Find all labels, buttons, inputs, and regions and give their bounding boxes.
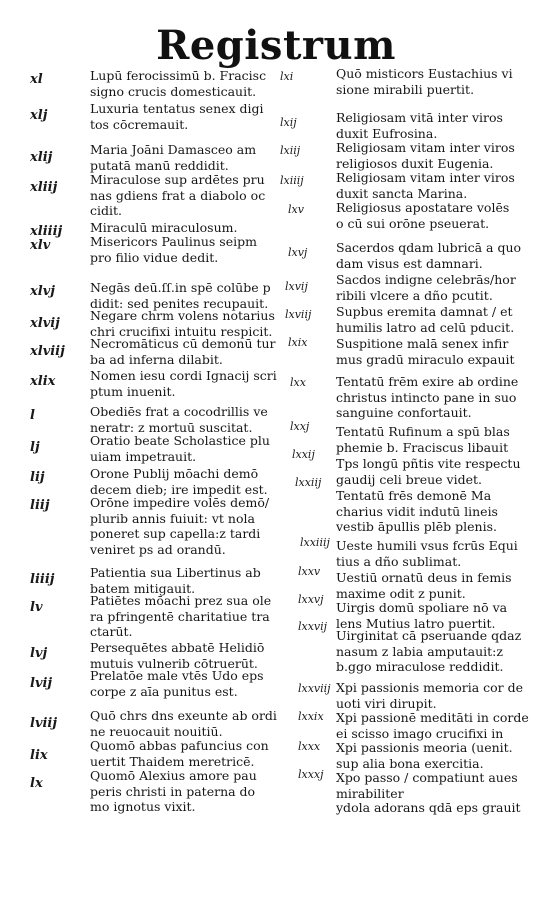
index-entry: [336, 488, 498, 535]
entry-line: Necromāticus cū demonū tur: [90, 336, 276, 351]
entry-line: Maria Joāni Damasceo am: [90, 142, 257, 157]
entry-line: Obediēs frat a cocodrillis ve: [90, 404, 268, 419]
index-entry: [336, 538, 518, 569]
index-entry: [90, 368, 277, 399]
index-entry: [90, 565, 261, 596]
entry-line: Miraculose sup ardētes pru: [90, 172, 265, 187]
index-entry: [336, 740, 513, 771]
index-entry: [90, 433, 270, 464]
entry-line: Persequētes abbatē Helidiō: [90, 640, 265, 655]
index-entry: [336, 140, 515, 171]
entry-number: lvj: [30, 646, 48, 661]
index-entry: [90, 593, 271, 640]
folio-number: lxxix: [298, 710, 324, 723]
folio-number: lxxvij: [298, 620, 328, 633]
entry-number: xlij: [30, 150, 53, 165]
entry-line: Orōne impedire volēs demō/: [90, 495, 270, 510]
entry-number: l: [30, 408, 35, 423]
entry-number: xlviij: [30, 344, 65, 359]
folio-number: lxxiij: [295, 476, 322, 489]
entry-number: xlv: [30, 238, 51, 253]
entry-line: ydola adorans qdā eps grauit: [336, 800, 521, 815]
entry-line: Negās deū.ſſ.in spē colūbe p: [90, 280, 271, 295]
index-entry: [90, 234, 257, 265]
entry-line: Patientia sua Libertinus ab: [90, 565, 261, 580]
entry-number: xlvj: [30, 284, 55, 299]
entry-line: Lupū ferocissimū b. Fracisc: [90, 68, 267, 83]
entry-line: veniret ps ad orandū.: [90, 541, 226, 557]
entry-line: uertit Thaidem meretricē.: [90, 753, 255, 769]
entry-line: mo ignotus vixit.: [90, 799, 196, 814]
entry-line: didit: sed penites recupauit.: [90, 295, 269, 311]
folio-number: lxvj: [288, 246, 308, 259]
entry-line: sione mirabili puertit.: [336, 81, 475, 97]
entry-line: Religiosus apostatare volēs: [336, 200, 510, 215]
folio-number: lxxj: [290, 420, 310, 433]
index-entry: [90, 142, 256, 173]
folio-number: lxix: [288, 336, 308, 349]
entry-line: Quō chrs dns exeunte ab ordi: [90, 708, 277, 723]
folio-number: lxi: [280, 70, 294, 83]
folio-number: lxxvj: [298, 593, 324, 606]
entry-line: Supbus eremita damnat / et: [336, 304, 513, 319]
entry-line: ei scisso imago crucifixi in: [336, 725, 504, 741]
index-entry: [90, 308, 275, 339]
entry-number: lj: [30, 440, 40, 455]
entry-line: chri crucifixi intuitu respicit.: [90, 323, 273, 339]
entry-line: ra pfringentē charitatiue tra: [90, 608, 270, 624]
entry-line: christus intincto pane in suo: [336, 389, 517, 405]
entry-line: mirabiliter: [336, 785, 404, 801]
index-entry: [336, 170, 515, 201]
entry-line: Prelatōe male vtēs Udo eps: [90, 668, 264, 683]
entry-number: xl: [30, 72, 43, 87]
entry-line: duxit sancta Marina.: [336, 185, 468, 201]
entry-line: Tentatū frēm exire ab ordine: [336, 374, 519, 389]
entry-line: Sacdos indigne celebrās/hor: [336, 272, 516, 287]
entry-line: Negare chrm volens notarius: [90, 308, 275, 323]
entry-number: lviij: [30, 716, 58, 731]
entry-line: ne reuocauit nouitiū.: [90, 723, 223, 739]
entry-line: cidit.: [90, 203, 122, 218]
entry-line: putatā manū reddidit.: [90, 157, 229, 173]
folio-number: lxiiij: [280, 174, 304, 187]
index-entry: [90, 738, 269, 769]
entry-line: Uirgis domū spoliare nō va: [336, 600, 508, 615]
index-entry: [336, 336, 515, 367]
index-entry: [336, 600, 507, 631]
index-entry: [336, 680, 523, 711]
entry-line: Xpi passionis meoria (uenit.: [336, 740, 513, 755]
entry-line: neratr: z mortuū suscitat.: [90, 419, 253, 435]
index-entry: [336, 374, 518, 421]
entry-line: Tentatū Rufinum a spū blas: [336, 424, 510, 439]
index-entry: [336, 304, 514, 335]
entry-line: religiosos duxit Eugenia.: [336, 155, 494, 171]
entry-line: Quomō abbas pafuncius con: [90, 738, 269, 753]
entry-line: poneret sup capella:z tardi: [90, 526, 261, 541]
entry-line: Tentatū frēs demonē Ma: [336, 488, 492, 503]
folio-number: lxx: [290, 376, 306, 389]
entry-line: Quō misticors Eustachius vi: [336, 66, 513, 81]
folio-number: lxxij: [292, 448, 315, 461]
folio-number: lxxx: [298, 740, 321, 753]
entry-line: decem dieb; ire impedit est.: [90, 481, 268, 497]
entry-line: Luxuria tentatus senex digi: [90, 101, 264, 116]
folio-number: lxxiiij: [300, 536, 330, 549]
entry-line: mutuis vulnerib cōtruerūt.: [90, 655, 258, 671]
folio-number: lxviij: [285, 308, 312, 321]
index-entry: [90, 768, 257, 815]
entry-line: Ueste humili vsus fcrūs Equi: [336, 538, 518, 553]
entry-line: sanguine confortauit.: [336, 405, 472, 420]
entry-line: Tps longū pñtis vite respectu: [336, 456, 521, 471]
entry-line: Suspitione malā senex infir: [336, 336, 509, 351]
entry-line: tius a dño sublimat.: [336, 553, 462, 569]
entry-line: Sacerdos qdam lubricā a quo: [336, 240, 522, 255]
entry-number: lix: [30, 748, 48, 763]
entry-line: pro filio vidue dedit.: [90, 249, 219, 265]
folio-number: lxxv: [298, 565, 321, 578]
folio-number: lxxxj: [298, 768, 324, 781]
entry-line: uiam impetrauit.: [90, 448, 197, 464]
entry-line: Patiētes mōachi prez sua ole: [90, 593, 272, 608]
entry-line: phemie b. Fraciscus libauit: [336, 439, 509, 455]
entry-line: plurib annis fuiuit: vt nola: [90, 510, 255, 526]
entry-line: signo crucis domesticauit.: [90, 83, 257, 99]
entry-line: Religiosam vitam inter viros: [336, 170, 515, 185]
entry-number: xliiij: [30, 224, 63, 239]
entry-line: Religiosam vitam inter viros: [336, 140, 515, 155]
folio-number: lxxviij: [298, 682, 331, 695]
entry-line: Uirginitat cā pseruande qdaz: [336, 628, 522, 643]
entry-line: tos cōcremauit.: [90, 116, 189, 132]
index-entry: [336, 456, 521, 487]
entry-line: Quomō Alexius amore pau: [90, 768, 257, 783]
entry-line: Nomen iesu cordi Ignacij scri: [90, 368, 277, 383]
entry-line: duxit Eufrosina.: [336, 125, 438, 141]
entry-line: Miraculū miraculosum.: [90, 220, 238, 235]
entry-number: xlj: [30, 108, 48, 123]
entry-number: lv: [30, 600, 43, 615]
entry-line: Xpi passionis memoria cor de: [336, 680, 524, 695]
index-entry: [336, 66, 513, 97]
folio-number: lxiij: [280, 144, 301, 157]
entry-number: liiij: [30, 572, 55, 587]
index-entry: [336, 628, 521, 675]
entry-number: lx: [30, 776, 43, 791]
index-entry: [336, 424, 510, 455]
entry-number: xlvij: [30, 316, 60, 331]
page-heading: Registrum: [156, 22, 396, 69]
index-entry: [90, 101, 264, 132]
entry-line: Religiosam vitā inter viros: [336, 110, 503, 125]
entry-line: Uestiū ornatū deus in femis: [336, 570, 512, 585]
index-entry: [90, 404, 268, 435]
index-entry: [336, 800, 521, 816]
entry-number: xlix: [30, 374, 56, 389]
entry-line: nasum z labia amputauit:z: [336, 643, 503, 659]
entry-line: Misericors Paulinus seipm: [90, 234, 257, 249]
entry-number: lvij: [30, 676, 53, 691]
entry-line: b.ggo miraculose reddidit.: [336, 659, 504, 674]
entry-line: ctarūt.: [90, 624, 133, 639]
entry-line: Orone Publij mōachi demō: [90, 466, 259, 481]
entry-line: Oratio beate Scholastice plu: [90, 433, 270, 448]
folio-number: lxij: [280, 116, 297, 129]
entry-line: peris christi in paterna do: [90, 783, 256, 799]
entry-line: uoti viri dirupit.: [336, 695, 437, 711]
entry-line: maxime odit z punit.: [336, 585, 466, 601]
index-entry: [90, 668, 264, 699]
entry-line: dam visus est damnari.: [336, 255, 483, 271]
index-entry: [90, 172, 265, 219]
folio-number: lxv: [288, 203, 304, 216]
entry-line: ptum inuenit.: [90, 383, 176, 399]
index-entry: [90, 640, 264, 671]
entry-line: corpe z aīa punitus est.: [90, 683, 238, 699]
index-entry: [90, 336, 276, 367]
entry-number: liij: [30, 498, 50, 513]
index-entry: [336, 110, 503, 141]
index-entry: [90, 708, 277, 739]
index-entry: [90, 466, 268, 497]
index-entry: [336, 570, 512, 601]
entry-number: xliij: [30, 180, 58, 195]
index-entry: [90, 68, 266, 99]
entry-line: ba ad inferna dilabit.: [90, 351, 223, 367]
index-entry: [336, 710, 529, 741]
entry-line: Xpi passionē meditāti in corde: [336, 710, 529, 725]
entry-line: nas gdiens frat a diabolo oc: [90, 187, 266, 203]
entry-number: lij: [30, 470, 45, 485]
entry-line: ribili vlcere a dño pcutit.: [336, 287, 493, 303]
index-entry: [336, 240, 521, 271]
entry-line: Xpo passo / compatiunt aues: [336, 770, 518, 785]
index-entry: [90, 495, 269, 557]
entry-line: o cū sui orōne pseuerat.: [336, 215, 490, 231]
folio-number: lxvij: [285, 280, 308, 293]
entry-line: humilis latro ad celū pducit.: [336, 319, 515, 335]
entry-line: vestib āpullis plēb plenis.: [336, 519, 497, 534]
entry-line: charius vidit indutū lineis: [336, 503, 498, 519]
entry-line: sup alia bona exercitia.: [336, 755, 484, 771]
index-entry: [336, 770, 518, 801]
entry-line: gaudij celi breue videt.: [336, 471, 482, 487]
entry-line: mus gradū miraculo expauit: [336, 351, 515, 367]
index-entry: [336, 200, 509, 231]
entry-line: batem mitigauit.: [90, 580, 196, 596]
index-entry: [336, 272, 516, 303]
index-entry: [90, 280, 271, 311]
entry-line: lens Mutius latro puertit.: [336, 615, 496, 631]
